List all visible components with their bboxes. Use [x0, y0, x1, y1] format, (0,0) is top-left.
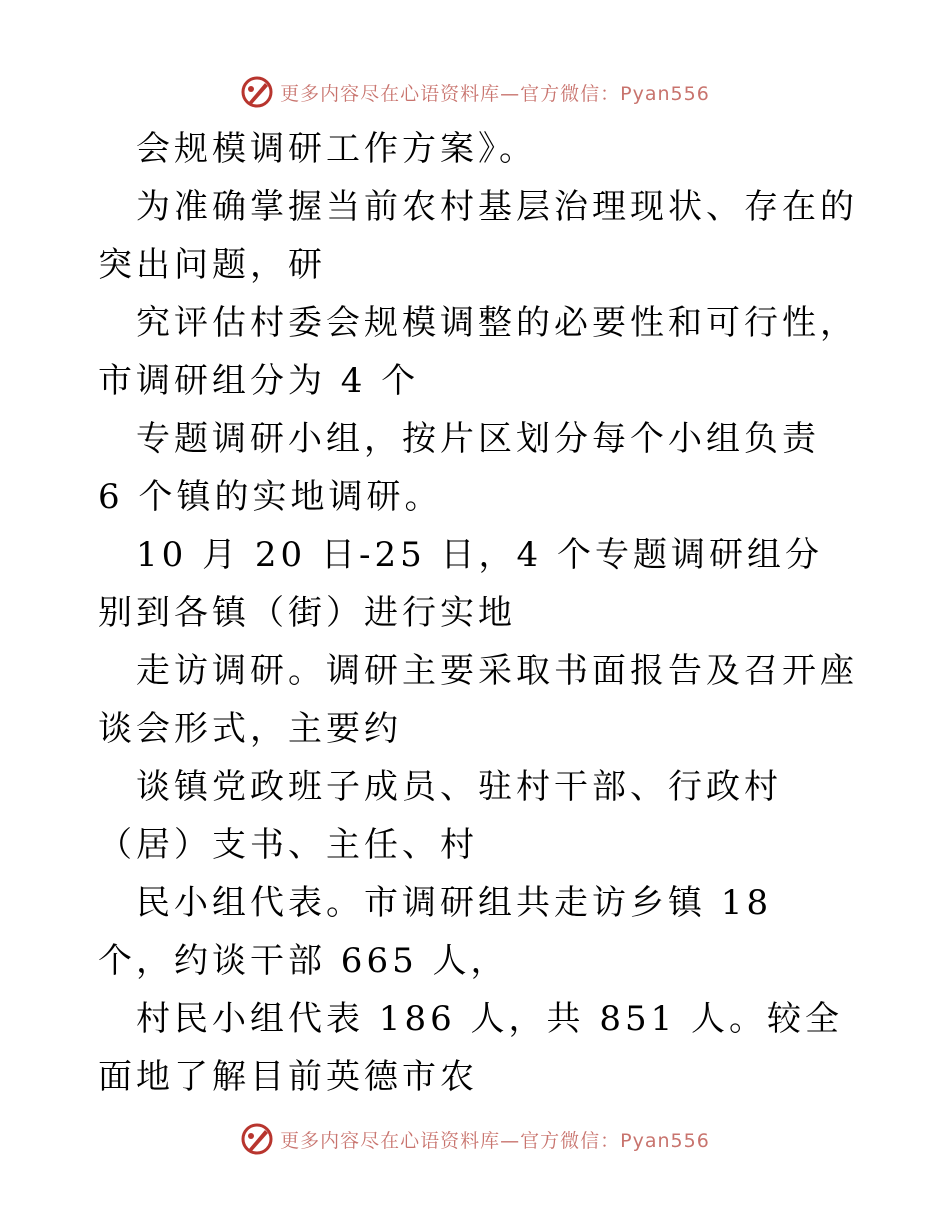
paragraph: 民小组代表。市调研组共走访乡镇 18 个，约谈干部 665 人，: [98, 883, 787, 981]
paragraph: 会规模调研工作方案》。: [136, 129, 537, 169]
document-body: [98, 120, 858, 1106]
watermark-text: 更多内容尽在心语资料库—官方微信：Pyan556: [280, 82, 710, 105]
paragraph: 村民小组代表 186 人，共 851 人。较全面地了解目前英德市农: [98, 999, 844, 1097]
watermark-text: 更多内容尽在心语资料库—官方微信：Pyan556: [280, 1129, 710, 1152]
paragraph: 究评估村委会规模调整的必要性和可行性，市调研组分为 4 个: [98, 303, 858, 401]
footer-watermark: [0, 1117, 950, 1161]
paragraph: 10 月 20 日-25 日，4 个专题调研组分别到各镇（街）进行实地: [98, 535, 823, 633]
paragraph: 为准确掌握当前农村基层治理现状、存在的突出问题，研: [98, 187, 858, 285]
pen-logo-icon: [240, 75, 274, 109]
paragraph: 谈镇党政班子成员、驻村干部、行政村（居）支书、主任、村: [98, 767, 782, 865]
header-watermark: [0, 70, 950, 114]
paragraph: 专题调研小组，按片区划分每个小组负责 6 个镇的实地调研。: [98, 419, 835, 517]
paragraph: 走访调研。调研主要采取书面报告及召开座谈会形式，主要约: [98, 651, 858, 749]
pen-logo-icon: [240, 1122, 274, 1156]
